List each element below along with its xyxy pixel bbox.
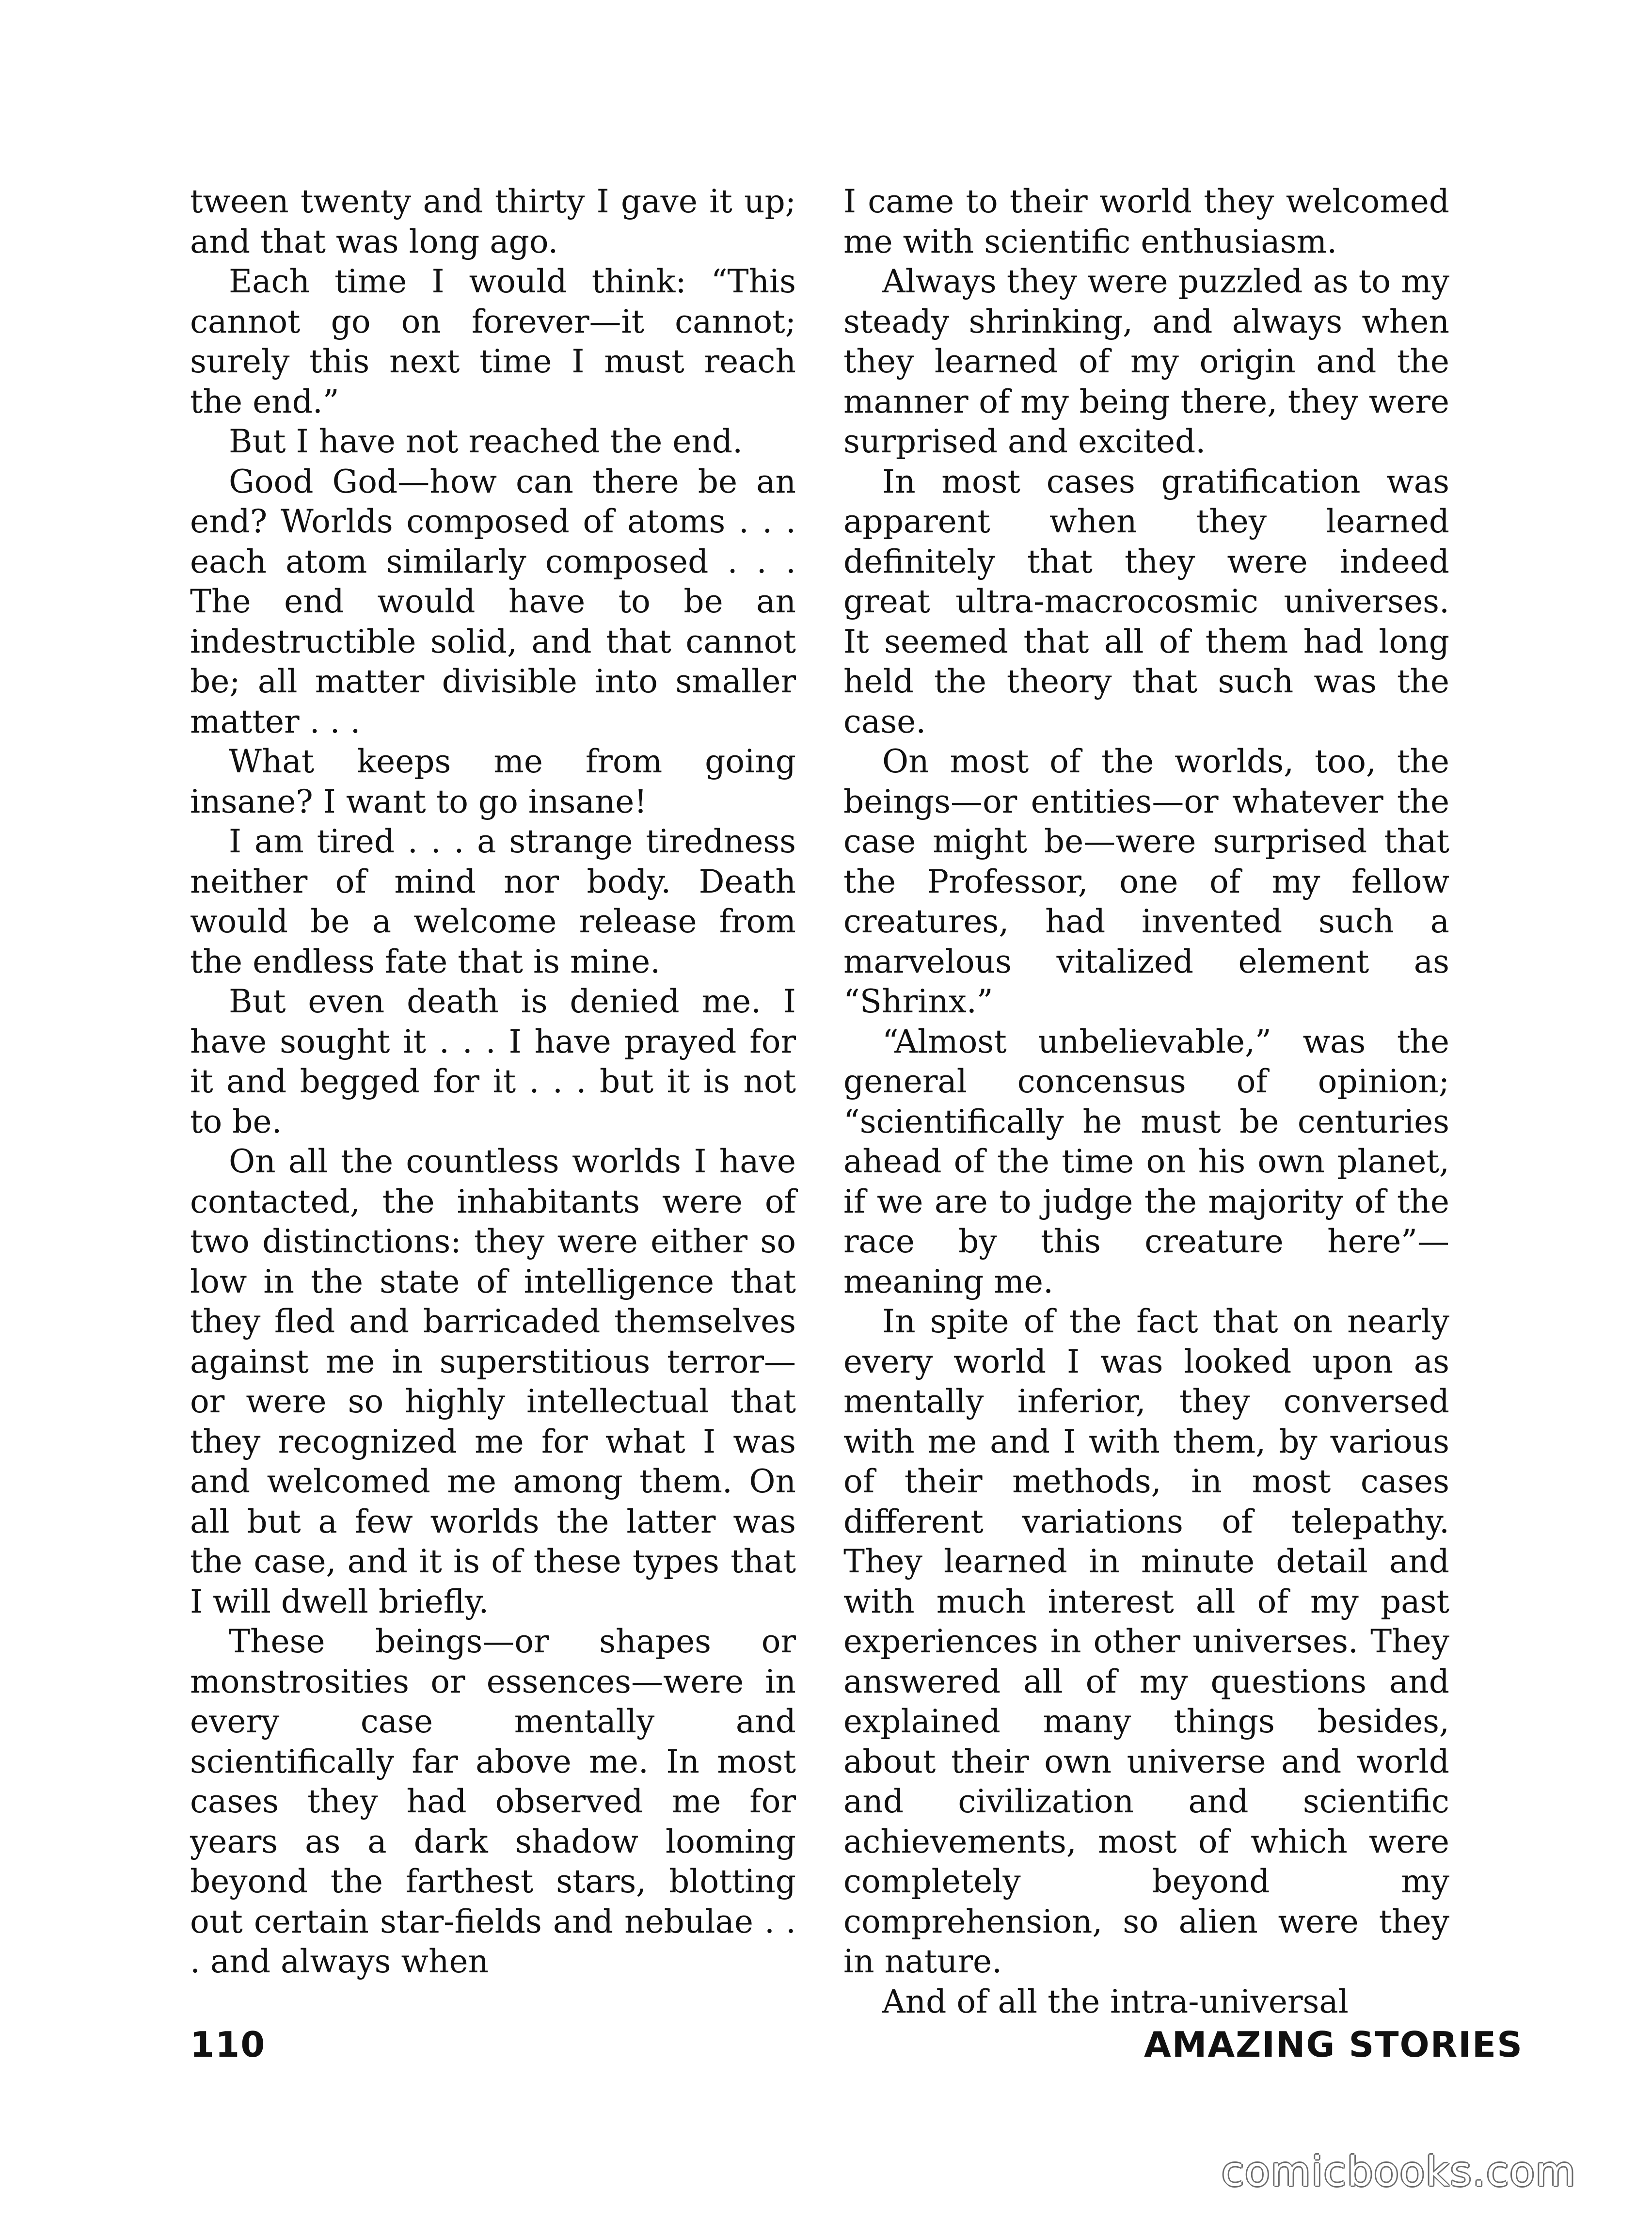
magazine-title: AMAZING STORIES <box>1144 2024 1523 2065</box>
paragraph: In spite of the fact that on nearly every world I was looked upon as mentally inferior, they conversed with me and I with them, by various of their methods, in most cases different variations of telepathy. They learned in minute detail and with much interest all of my past experiences in other universes. They answered all of my questions and explained many things besides, about their own universe and world and civilization and scientific achievements, most of which were completely beyond my comprehension, so alien were they in nature. <box>843 1303 1449 1980</box>
paragraph: Each time I would think: “This cannot go on forever—it cannot; surely this next time I must reach the end.” <box>190 263 796 420</box>
left-text-column <box>190 182 796 1982</box>
paragraph: What keeps me from going insane? I want to go insane! <box>190 743 796 820</box>
paragraph: tween twenty and thirty I gave it up; and that was long ago. <box>190 183 796 260</box>
paragraph: But I have not reached the end. <box>229 423 743 460</box>
paragraph: I came to their world they welcomed me with scientific enthusiasm. <box>843 183 1449 260</box>
paragraph: I am tired . . . a strange tiredness neither of mind nor body. Death would be a welcome release from the endless fate that is mine. <box>190 823 796 980</box>
paragraph: Good God—how can there be an end? Worlds composed of atoms . . . each atom similarly composed . . . The end would have to be an indestructible solid, and that cannot be; all matter divisible into smaller matter . . . <box>190 463 796 740</box>
right-text-column <box>843 182 1449 2022</box>
paragraph: In most cases gratification was apparent when they learned definitely that they were indeed great ultra-macrocosmic universes. It seemed that all of them had long held the theory that such was the case. <box>843 463 1449 740</box>
paragraph: But even death is denied me. I have sought it . . . I have prayed for it and begged for it . . . but it is not to be. <box>190 983 796 1140</box>
paragraph: These beings—or shapes or monstrosities or essences—were in every case mentally and scientifically far above me. In most cases they had observed me for years as a dark shadow looming beyond the farthest stars, blotting out certain star-fields and nebulae . . . and always when <box>190 1623 796 1980</box>
paragraph: On all the countless worlds I have contacted, the inhabitants were of two distinctions: they were either so low in the state of intelligence that they fled and barricaded themselves against me in superstitious terror—or were so highly intellectual that they recognized me for what I was and welcomed me among them. On all but a few worlds the latter was the case, and it is of these types that I will dwell briefly. <box>190 1143 796 1620</box>
page-number: 110 <box>190 2024 266 2065</box>
paragraph: Always they were puzzled as to my steady shrinking, and always when they learned of my origin and the manner of my being there, they were surprised and excited. <box>843 263 1449 460</box>
paragraph: “Almost unbelievable,” was the general concensus of opinion; “scientifically he must be centuries ahead of the time on his own planet, if we are to judge the majority of the race by this creature here”—meaning me. <box>843 1023 1449 1300</box>
paragraph: On most of the worlds, too, the beings—or entities—or whatever the case might be—were surprised that the Professor, one of my fellow creatures, had invented such a marvelous vitalized element as “Shrinx.” <box>843 743 1449 1020</box>
paragraph: And of all the intra-universal <box>882 1983 1349 2020</box>
watermark: comicbooks.com <box>1222 2148 1576 2195</box>
